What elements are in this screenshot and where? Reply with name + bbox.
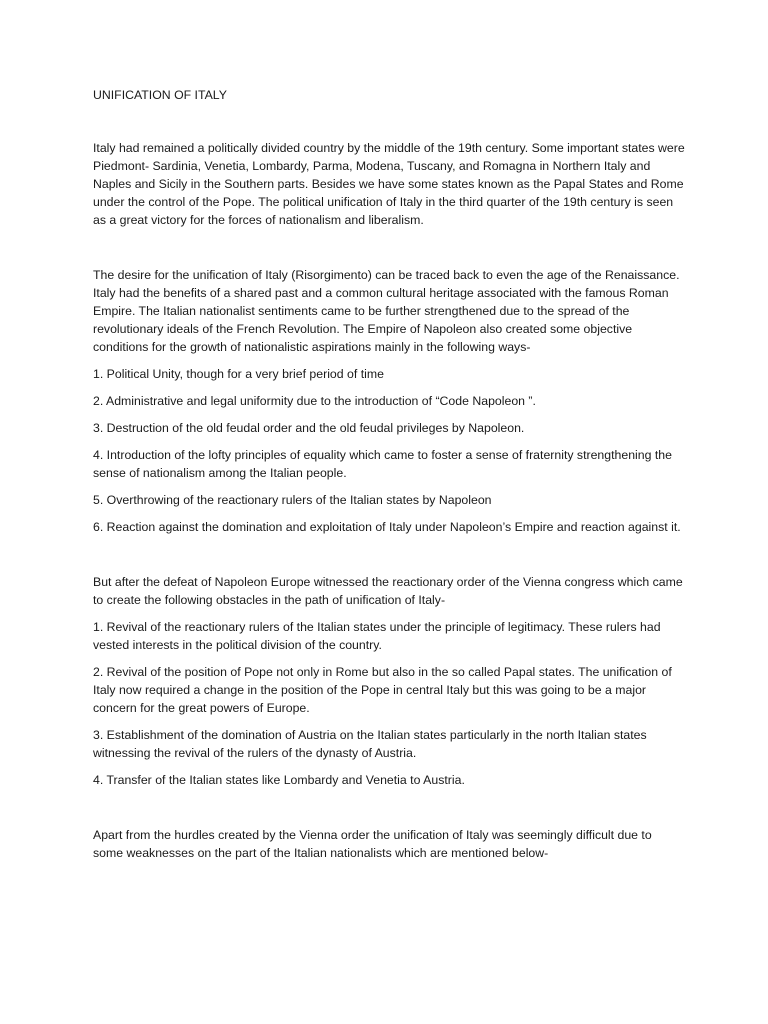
- napoleon-paragraph: The desire for the unification of Italy (Risorgimento) can be traced back to even the age of the Renaissance. Italy had the benefits of a shared past and a common cultural heritage associated with the famous Roman Empire. The Italian nationalist sentiments came to be further strengthened due to the spread of the revolutionary ideals of the French Revolution. The Empire of Napoleon also created some objective conditions for the growth of nationalistic aspirations mainly in the following ways-: [93, 268, 680, 354]
- intro-paragraph: Italy had remained a politically divided country by the middle of the 19th century. Some important states were Piedmont- Sardinia, Venetia, Lombardy, Parma, Modena, Tuscany, and Romagna in Northern Italy and Naples and Sicily in the Southern parts. Besides we have some states known as the Papal States and Rome under the control of the Pope. The political unification of Italy in the third quarter of the 19th century is seen as a great victory for the forces of nationalism and liberalism.: [93, 141, 685, 227]
- list-item: 1. Revival of the reactionary rulers of the Italian states under the principle of legitimacy. These rulers had vested interests in the political division of the country.: [93, 620, 661, 652]
- list-item: 1. Political Unity, though for a very brief period of time: [93, 367, 384, 381]
- list-item: 3. Establishment of the domination of Austria on the Italian states particularly in the north Italian states witnessing the revival of the rulers of the dynasty of Austria.: [93, 728, 647, 760]
- list-item: 2. Administrative and legal uniformity due to the introduction of “Code Napoleon ”.: [93, 394, 536, 408]
- weaknesses-paragraph: Apart from the hurdles created by the Vienna order the unification of Italy was seemingly difficult due to some weaknesses on the part of the Italian nationalists which are mentioned below-: [93, 828, 652, 860]
- document-title: UNIFICATION OF ITALY: [93, 88, 227, 102]
- document-page: [93, 86, 685, 862]
- list-item: 5. Overthrowing of the reactionary rulers of the Italian states by Napoleon: [93, 493, 492, 507]
- list-item: 3. Destruction of the old feudal order and the old feudal privileges by Napoleon.: [93, 421, 525, 435]
- list-item: 4. Introduction of the lofty principles of equality which came to foster a sense of fraternity strengthening the sense of nationalism among the Italian people.: [93, 448, 672, 480]
- list-item: 6. Reaction against the domination and exploitation of Italy under Napoleon’s Empire and reaction against it.: [93, 520, 681, 534]
- list-item: 2. Revival of the position of Pope not only in Rome but also in the so called Papal states. The unification of Italy now required a change in the position of the Pope in central Italy but this was going to be a major concern for the great powers of Europe.: [93, 665, 672, 715]
- vienna-paragraph: But after the defeat of Napoleon Europe witnessed the reactionary order of the Vienna congress which came to create the following obstacles in the path of unification of Italy-: [93, 575, 683, 607]
- list-item: 4. Transfer of the Italian states like Lombardy and Venetia to Austria.: [93, 773, 465, 787]
